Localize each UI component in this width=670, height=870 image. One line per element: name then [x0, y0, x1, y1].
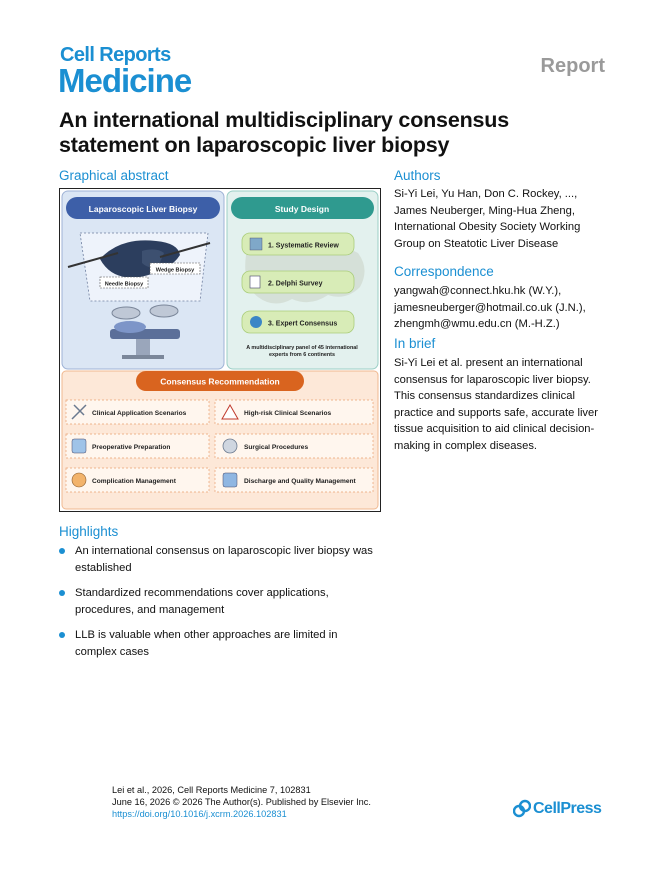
authors-block: [394, 186, 624, 252]
step-1-label: 1. Systematic Review: [268, 242, 339, 250]
panel-note-line2: experts from 6 continents: [269, 352, 335, 358]
correspondence-block: [394, 283, 624, 333]
rec-3: Preoperative Preparation: [92, 444, 171, 451]
left-panel-title: Laparoscopic Liver Biopsy: [88, 204, 198, 214]
consensus-title: Consensus Recommendation: [160, 376, 280, 387]
calendar-icon: [72, 439, 86, 453]
rec-6: Discharge and Quality Management: [244, 478, 356, 485]
in-brief-line: tissue acquisition to aid clinical decision-: [394, 423, 595, 435]
doi-link[interactable]: https://doi.org/10.1016/j.xcrm.2026.102831: [112, 809, 287, 819]
graphical-abstract: [59, 188, 381, 512]
authors-heading: Authors: [394, 168, 441, 183]
in-brief-line: Si-Yi Lei et al. present an international: [394, 357, 583, 369]
checklist-icon: [223, 473, 237, 487]
cellpress-mark-icon: [513, 799, 531, 819]
highlight-line: established: [75, 561, 132, 574]
graphical-abstract-heading: Graphical abstract: [59, 168, 169, 183]
highlights-heading: Highlights: [59, 524, 119, 539]
article-title: An international multidisciplinary consensus statement on laparoscopic liver biopsy: [59, 108, 509, 157]
globe-icon: [250, 316, 262, 328]
in-brief-line: consensus for laparoscopic liver biopsy.: [394, 373, 591, 386]
highlight-line: LLB is valuable when other approaches are limited in: [75, 629, 338, 641]
rec-4: Surgical Procedures: [244, 444, 309, 451]
rec-2: High-risk Clinical Scenarios: [244, 410, 332, 417]
publisher-name: CellPress: [533, 800, 602, 817]
authors-line: Si-Yi Lei, Yu Han, Don C. Rockey, ...,: [394, 188, 578, 200]
in-brief-line: making in complex diseases.: [394, 439, 538, 452]
highlight-item: [59, 585, 389, 619]
in-brief-line: This consensus standardizes clinical: [394, 390, 575, 402]
bullet-icon: [59, 632, 65, 638]
journal-name-line1: Cell Reports: [60, 44, 171, 66]
bullet-icon: [59, 590, 65, 596]
authors-line: James Neuberger, Ming-Hua Zheng,: [394, 204, 575, 217]
panel-note-line1: A multidisciplinary panel of 45 international: [246, 345, 358, 351]
highlight-line: procedures, and management: [75, 603, 225, 616]
wedge-label: Wedge Biopsy: [155, 267, 195, 274]
highlight-line: complex cases: [75, 645, 149, 658]
care-hand-icon: [72, 473, 86, 487]
highlight-item: [59, 543, 389, 577]
bullet-icon: [59, 548, 65, 554]
highlight-line: Standardized recommendations cover applications,: [75, 587, 329, 599]
correspondence-heading: Correspondence: [394, 264, 494, 279]
step-2-label: 2. Delphi Survey: [268, 280, 323, 288]
graphical-abstract-figure: [60, 189, 380, 511]
rec-5: Complication Management: [92, 478, 176, 485]
needle-label: Needle Biopsy: [104, 281, 144, 288]
step-3-label: 3. Expert Consensus: [268, 320, 338, 328]
in-brief-block: [394, 355, 624, 454]
highlight-item: [59, 627, 389, 661]
highlight-line: An international consensus on laparoscopic liver biopsy was: [75, 545, 373, 557]
book-icon: [250, 238, 262, 250]
authors-line: Group on Steatotic Liver Disease: [394, 237, 559, 250]
journal-name-line2: Medicine: [58, 62, 192, 99]
correspondence-email[interactable]: yangwah@connect.hku.hk (W.Y.),: [394, 285, 562, 297]
authors-line: International Obesity Society Working: [394, 221, 581, 233]
correspondence-email[interactable]: jamesneuberger@hotmail.co.uk (J.N.),: [394, 301, 586, 314]
correspondence-email[interactable]: zhengmh@wmu.edu.cn (M.-H.Z.): [394, 318, 560, 330]
survey-icon: [250, 276, 260, 288]
citation: Lei et al., 2026, Cell Reports Medicine 7, 102831: [112, 785, 311, 795]
study-design-title: Study Design: [274, 204, 330, 214]
in-brief-heading: In brief: [394, 336, 436, 351]
publication-dates: June 16, 2026 © 2026 The Author(s). Published by Elsevier Inc.: [112, 797, 371, 807]
in-brief-line: practice and supports safe, accurate liver: [394, 406, 598, 419]
rec-1: Clinical Application Scenarios: [92, 410, 187, 417]
surgery-icon: [223, 439, 237, 453]
article-type: Report: [540, 55, 605, 77]
